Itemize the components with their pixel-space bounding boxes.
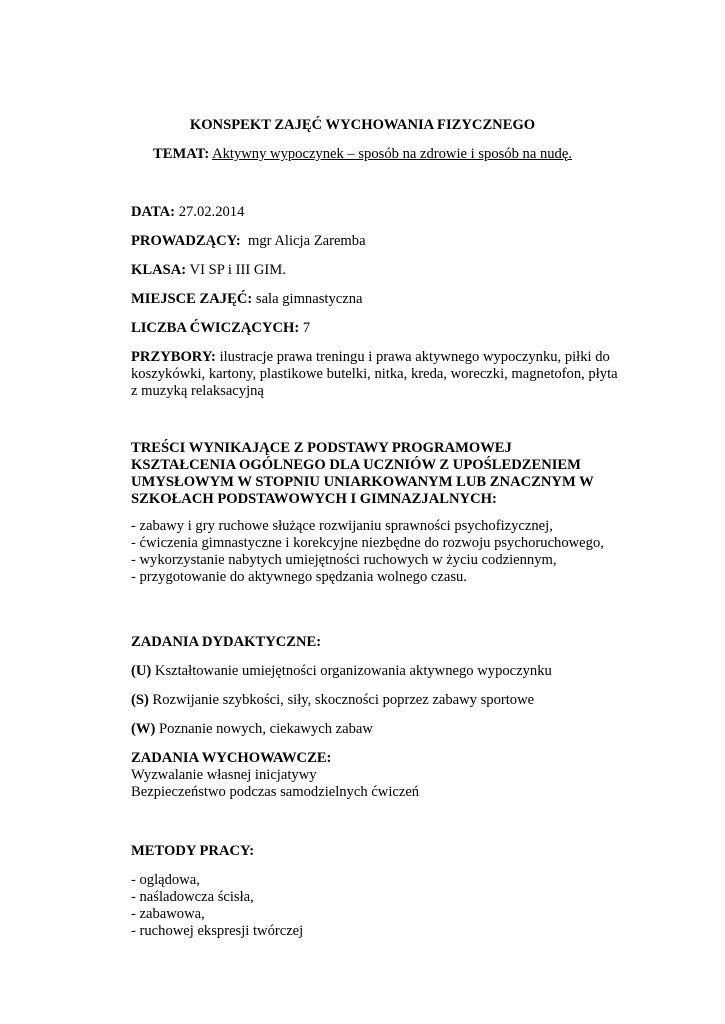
place-label: MIEJSCE ZAJĘĆ: [131,291,253,307]
didactic-item [131,721,611,738]
topic-label: TEMAT: [153,146,210,162]
count-value: 7 [302,320,311,336]
teacher-line [131,233,611,250]
class-line [131,262,611,279]
date-line [131,204,611,221]
topic-line [0,146,725,163]
educational-heading: ZADANIA WYCHOWAWCZE: [131,750,332,766]
teacher-value: mgr Alicja Zaremba [248,233,366,249]
curriculum-heading: TREŚCI WYNIKAJĄCE Z PODSTAWY PROGRAMOWEJ KSZTAŁCENIA OGÓLNEGO DLA UCZNIÓW Z UPOŚLEDZENIEM UMYSŁOWYM W STOPNIU UNIARKOWANYM LUB ZNACZNYM W SZKOŁACH PODSTAWOWYCH I GIMNAZJALNYCH: [131,440,594,507]
class-label: KLASA: [131,262,187,278]
didactic-tag: (U) [131,663,152,679]
equipment-paragraph [131,349,621,400]
didactic-text: Rozwijanie szybkości, siły, skoczności poprzez zabawy sportowe [152,692,535,708]
methods-item: - oglądowa, [131,872,200,888]
didactic-tag: (W) [131,721,156,737]
methods-heading: METODY PRACY: [131,843,255,859]
document-title: KONSPEKT ZAJĘĆ WYCHOWANIA FIZYCZNEGO [189,117,536,133]
curriculum-item: - ćwiczenia gimnastyczne i korekcyjne niezbędne do rozwoju psychoruchowego, [131,535,604,551]
educational-item: Bezpieczeństwo podczas samodzielnych ćwiczeń [131,784,420,800]
methods-list [131,872,611,940]
equipment-value: ilustracje prawa treningu i prawa aktywnego wypoczynku, piłki do koszykówki, kartony, plastikowe butelki, nitka, kreda, woreczki, magnetofon, płyta z muzyką relaksacyjną [131,349,618,399]
teacher-label: PROWADZĄCY: [131,233,241,249]
didactic-text: Kształtowanie umiejętności organizowania aktywnego wypoczynku [154,663,552,679]
didactic-heading: ZADANIA DYDAKTYCZNE: [131,634,322,650]
didactic-tag: (S) [131,692,149,708]
date-label: DATA: [131,204,176,220]
educational-list [131,767,611,801]
class-value: VI SP i III GIM. [189,262,286,278]
place-line [131,291,611,308]
methods-item: - ruchowej ekspresji twórczej [131,923,304,939]
count-label: LICZBA ĆWICZĄCYCH: [131,320,300,336]
didactic-item [131,663,611,680]
equipment-label: PRZYBORY: [131,349,216,365]
curriculum-item: - zabawy i gry ruchowe służące rozwijaniu sprawności psychofizycznej, [131,518,553,534]
topic-value: Aktywny wypoczynek – sposób na zdrowie i sposób na nudę. [212,146,572,162]
place-value: sala gimnastyczna [255,291,363,307]
educational-item: Wyzwalanie własnej inicjatywy [131,767,317,783]
date-value: 27.02.2014 [178,204,245,220]
curriculum-list [131,518,611,586]
methods-item: - zabawowa, [131,906,205,922]
curriculum-item: - wykorzystanie nabytych umiejętności ruchowych w życiu codziennym, [131,552,557,568]
didactic-item [131,692,611,709]
methods-item: - naśladowcza ścisła, [131,889,254,905]
count-line [131,320,611,337]
didactic-text: Poznanie nowych, ciekawych zabaw [158,721,373,737]
curriculum-item: - przygotowanie do aktywnego spędzania wolnego czasu. [131,569,467,585]
